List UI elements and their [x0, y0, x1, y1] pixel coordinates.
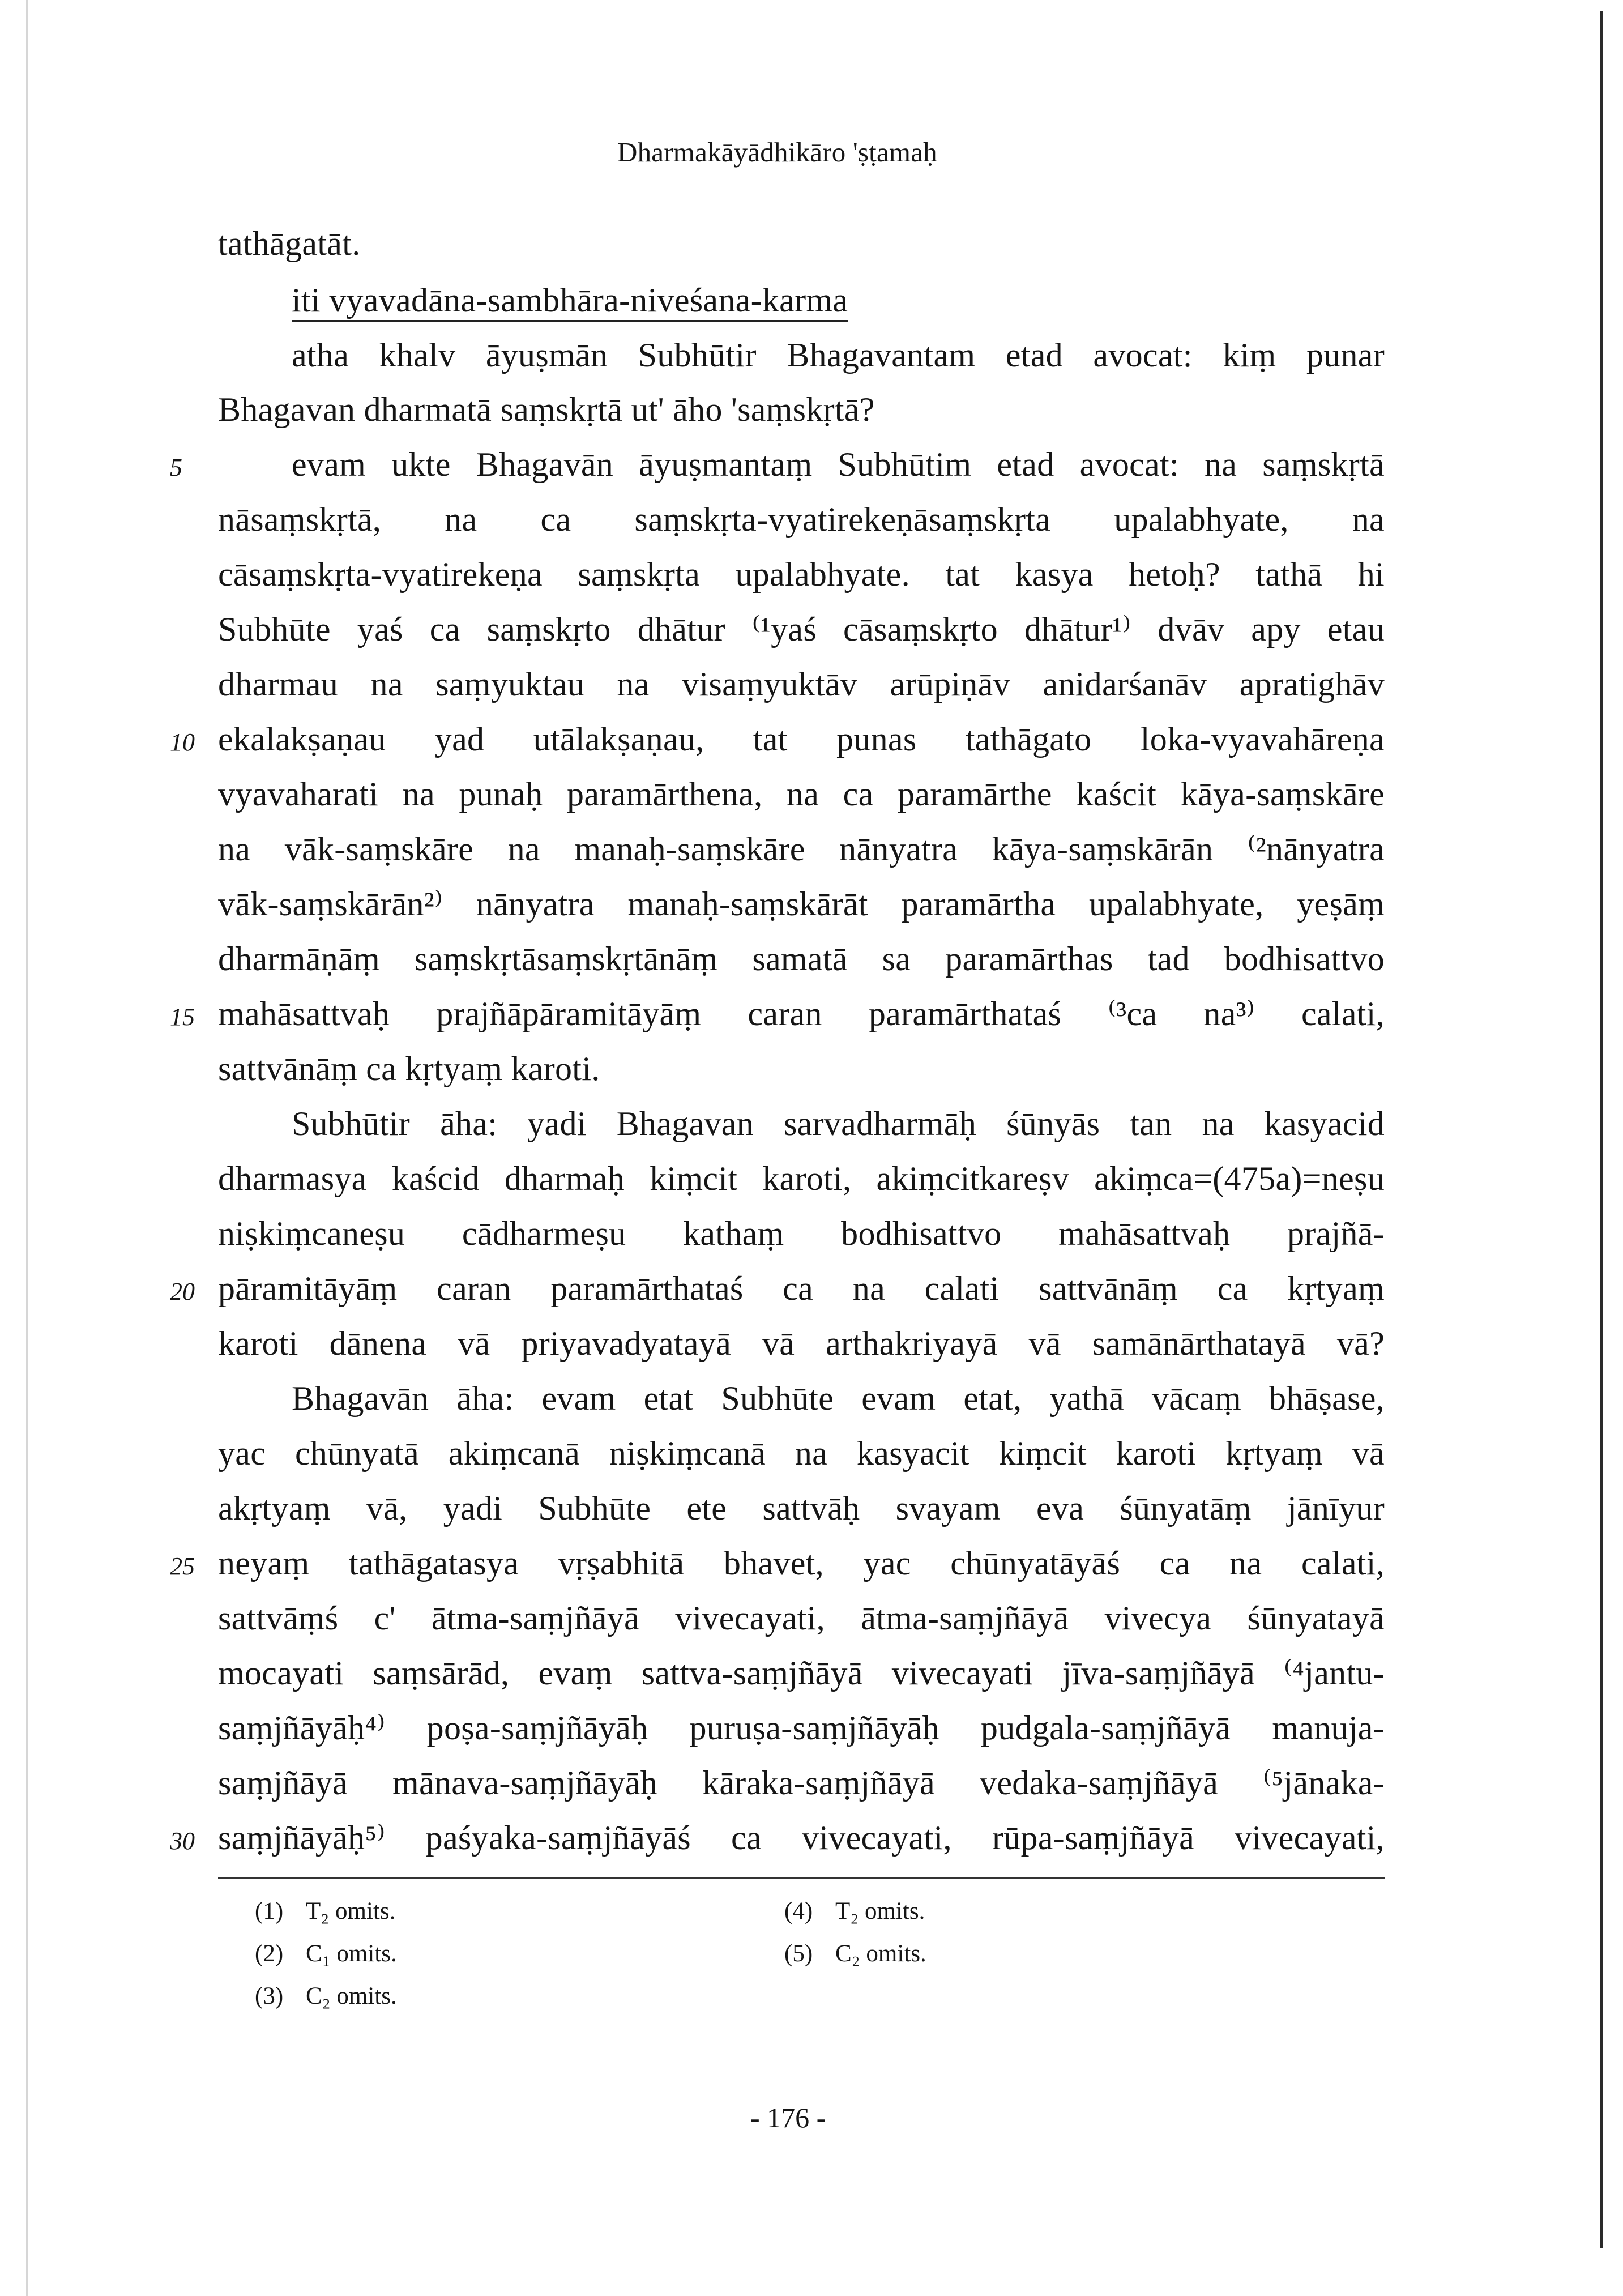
footnote-number: (1) — [255, 1898, 284, 1924]
text-line: evam ukte Bhagavān āyuṣmantaṃ Subhūtim etad avocat: na saṃskṛtā — [292, 446, 1385, 483]
scan-edge-right — [1600, 11, 1603, 2248]
footnote — [784, 1940, 926, 1968]
text-line: karoti dānena vā priyavadyatayā vā arthakriyayā vā samānārthatayā vā? — [218, 1325, 1385, 1362]
page-number: - 176 - — [750, 2102, 826, 2133]
text-line: sattvāṃś c' ātma-saṃjñāyā vivecayati, ātma-saṃjñāyā vivecya śūnyatayā — [218, 1599, 1385, 1637]
footnote-rule — [218, 1877, 1385, 1879]
text-line: atha khalv āyuṣmān Subhūtir Bhagavantam etad avocat: kiṃ punar — [292, 336, 1385, 374]
footnote-number: (3) — [255, 1983, 284, 2009]
line-number: 30 — [170, 1827, 195, 1855]
text-line: dharmau na saṃyuktau na visaṃyuktāv arūpiṇāv anidarśanāv apratighāv — [218, 665, 1385, 703]
footnote-text: C₂ omits. — [835, 1940, 926, 1967]
text-line: Subhūtir āha: yadi Bhagavan sarvadharmāḥ śūnyās tan na kasyacid — [292, 1105, 1385, 1142]
running-head: Dharmakāyādhikāro 'ṣṭamaḥ — [617, 136, 937, 168]
footnote-text: C₂ omits. — [306, 1983, 397, 2009]
scan-edge-left — [26, 0, 28, 2296]
text-line: saṃjñāyāḥ⁵⁾ paśyaka-saṃjñāyāś ca vivecayati, rūpa-saṃjñāyā vivecayati, — [218, 1819, 1385, 1857]
text-line: saṃjñāyāḥ⁴⁾ poṣa-saṃjñāyāḥ puruṣa-saṃjñāyāḥ pudgala-saṃjñāyā manuja- — [218, 1709, 1385, 1747]
text-line: vāk-saṃskārān²⁾ nānyatra manaḥ-saṃskārāt paramārtha upalabhyate, yeṣāṃ — [218, 885, 1385, 923]
text-line: saṃjñāyā mānava-saṃjñāyāḥ kāraka-saṃjñāyā vedaka-saṃjñāyā ⁽⁵jānaka- — [218, 1764, 1385, 1802]
line-number: 20 — [170, 1278, 195, 1305]
line-number: 25 — [170, 1552, 195, 1580]
text-line: Bhagavān āha: evam etat Subhūte evam etat, yathā vācaṃ bhāṣase, — [292, 1380, 1385, 1417]
footnote — [255, 1897, 395, 1925]
text-line: dharmasya kaścid dharmaḥ kiṃcit karoti, akiṃcitkareṣv akiṃca=(475a)=neṣu — [218, 1160, 1385, 1197]
text-line: neyaṃ tathāgatasya vṛṣabhitā bhavet, yac chūnyatāyāś ca na calati, — [218, 1544, 1385, 1582]
footnote — [255, 1940, 397, 1968]
text-line: mocayati saṃsārād, evaṃ sattva-saṃjñāyā vivecayati jīva-saṃjñāyā ⁽⁴jantu- — [218, 1654, 1385, 1692]
text-line: vyavaharati na punaḥ paramārthena, na ca paramārthe kaścit kāya-saṃskāre — [218, 775, 1385, 813]
footnote-text: T₂ omits. — [306, 1898, 396, 1924]
text-line: sattvānāṃ ca kṛtyaṃ karoti. — [218, 1050, 600, 1087]
text-line: dharmāṇāṃ saṃskṛtāsaṃskṛtānāṃ samatā sa paramārthas tad bodhisattvo — [218, 940, 1385, 978]
text-line: mahāsattvaḥ prajñāpāramitāyāṃ caran paramārthataś ⁽³ca na³⁾ calati, — [218, 995, 1385, 1032]
text-line: niṣkiṃcaneṣu cādharmeṣu kathaṃ bodhisattvo mahāsattvaḥ prajñā- — [218, 1215, 1385, 1252]
section-heading-text: iti vyavadāna-sambhāra-niveśana-karma — [292, 281, 848, 322]
text-line: pāramitāyāṃ caran paramārthataś ca na calati sattvānāṃ ca kṛtyaṃ — [218, 1270, 1385, 1307]
footnote-text: C₁ omits. — [306, 1940, 397, 1967]
text-line: akṛtyaṃ vā, yadi Subhūte ete sattvāḥ svayam eva śūnyatāṃ jānīyur — [218, 1490, 1385, 1527]
line-number: 10 — [170, 728, 195, 756]
text-line: na vāk-saṃskāre na manaḥ-saṃskāre nānyatra kāya-saṃskārān ⁽²nānyatra — [218, 830, 1385, 868]
text-line: tathāgatāt. — [218, 225, 361, 262]
footnote — [784, 1897, 925, 1925]
text-line: ekalakṣaṇau yad utālakṣaṇau, tat punas tathāgato loka-vyavahāreṇa — [218, 720, 1385, 758]
text-line: Subhūte yaś ca saṃskṛto dhātur ⁽¹yaś cāsaṃskṛto dhātur¹⁾ dvāv apy etau — [218, 611, 1385, 648]
text-line: Bhagavan dharmatā saṃskṛtā ut' āho 'saṃskṛtā? — [218, 391, 875, 428]
text-line: nāsaṃskṛtā, na ca saṃskṛta-vyatirekeṇāsaṃskṛta upalabhyate, na — [218, 501, 1385, 538]
footnote-number: (5) — [784, 1940, 813, 1967]
text-line: yac chūnyatā akiṃcanā niṣkiṃcanā na kasyacit kiṃcit karoti kṛtyaṃ vā — [218, 1435, 1385, 1472]
footnote — [255, 1982, 397, 2010]
text-line: cāsaṃskṛta-vyatirekeṇa saṃskṛta upalabhyate. tat kasya hetoḥ? tathā hi — [218, 556, 1385, 593]
footnote-number: (2) — [255, 1940, 284, 1967]
footnote-number: (4) — [784, 1898, 813, 1924]
line-number: 5 — [170, 454, 182, 481]
footnote-text: T₂ omits. — [835, 1898, 925, 1924]
line-number: 15 — [170, 1003, 195, 1031]
section-heading — [292, 283, 1385, 317]
